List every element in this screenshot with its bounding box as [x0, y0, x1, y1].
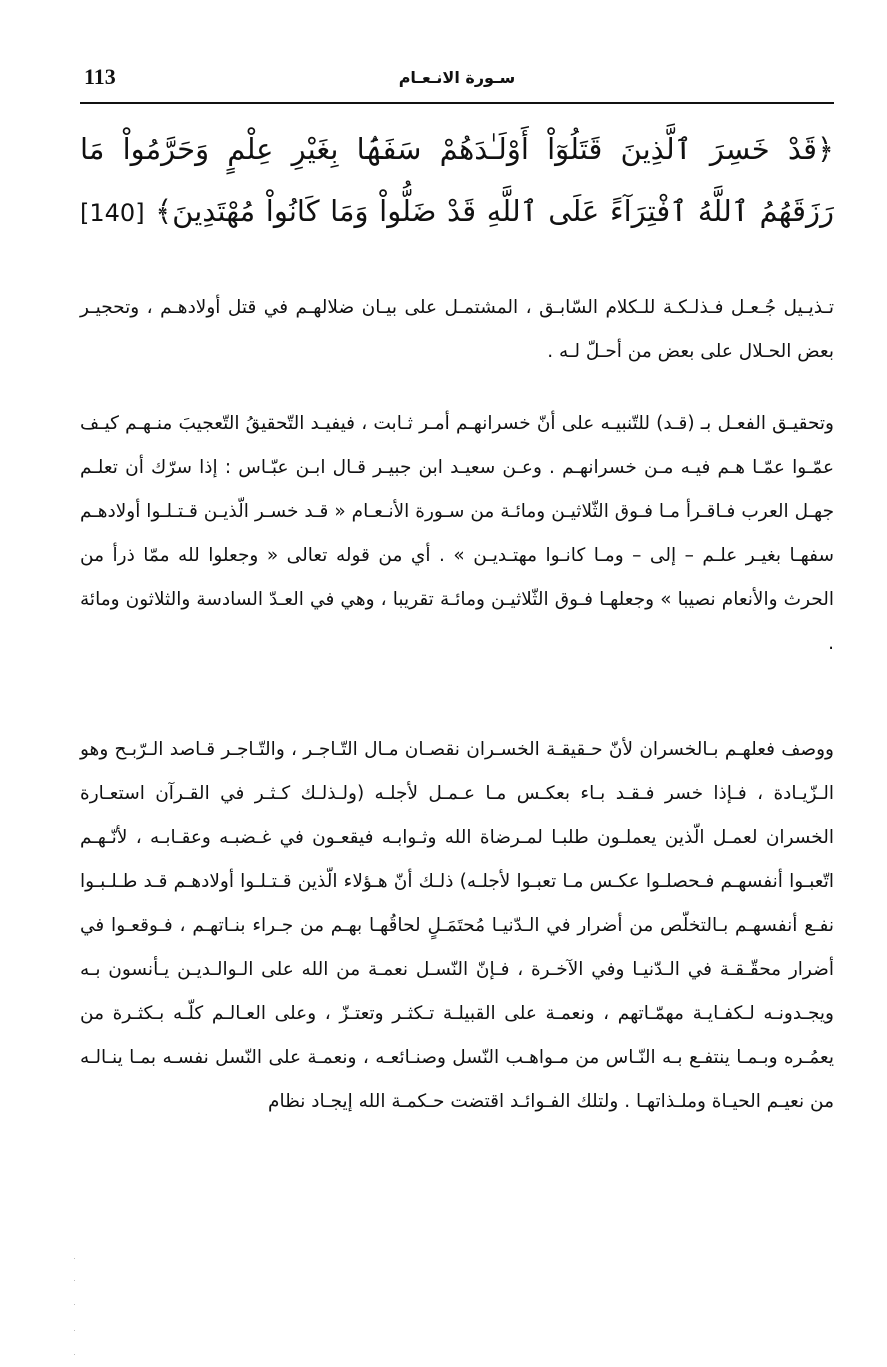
page-header [80, 58, 834, 104]
surah-title: سـورة الانـعـام [398, 68, 516, 87]
verse-text: ﴿قَدْ خَسِرَ ٱلَّذِينَ قَتَلُوٓاْ أَوْلَـٰدَهُمْ سَفَهَۢا بِغَيْرِ عِلْمٍ وَحَرَّمُواْ مَا رَزَقَهُمُ ٱللَّهُ ٱفْتِرَآءً عَلَى ٱللَّهِ قَدْ ضَلُّواْ وَمَا كَانُواْ مُهْتَدِينَ﴾ [80, 132, 834, 228]
commentary-paragraph: ووصف فعلهـم بـالخسران لأنّ حـقيقـة الخسـران نقصـان مـال التّـاجـر ، والتّـاجـر قـاصد الـرّبـح وهو الـزّيـادة ، فـإذا خسر فـقـد بـاء بعكـس مـا عـمـل لأجلـه (ولـذلـك كـثـر في القـرآن استعـارة الخسران لعمـل الّذين يعملـون طلبـا لمـرضاة الله وثـوابـه فيقعـون في غـضبـه وعقـابـه ، لأنّـهـم اتّعبـوا أنفسهـم فـحصلـوا عكـس مـا تعبـوا لأجلـه) ذلـك أنّ هـؤلاء الّذين قـتـلـوا أولادهـم قـد طـلـبـوا نفـع أنفسهـم بـالتخلّص من أضرار في الـدّنيـا مُحتَمَـلٍ لحاقُهـا بهـم من جـراء بنـاتهـم ، فـوقعـوا في أضرار محقّـقـة في الـدّنيـا وفي الآخـرة ، فـإنّ النّسـل نعمـة من الله على الـوالـديـن يـأنسون بـه ويجـدونـه لـكفـايـة مهمّـاتهم ، ونعمـة على القبيلـة تـكثـر وتعتـزّ ، وعلى العـالـم كلّـه بـكثـرة من يعمُـره وبـمـا ينتفـع بـه النّـاس من مـواهـب النّسل وصنـائعـه ، ونعمـة على النّسل نفسـه بمـا ينـالـه من نعيـم الحيـاة وملـذاتهـا . ولتلك الفـوائـد اقتضت حـكمـة الله إيجـاد نظام [80, 739, 834, 1112]
page-number: 113 [84, 64, 116, 89]
scan-specks [70, 1250, 82, 1360]
commentary-paragraph: تـذيـيل جُـعـل فـذلـكـة للـكلام السّابـق ، المشتمـل على بيـان ضلالهـم في قتل أولادهـم ، وتحجيـر بعض الحـلال على بعض من أحـلّ لـه . [80, 297, 834, 362]
verse-number: [140] [80, 199, 145, 227]
commentary-paragraph: وتحقيـق الفعـل بـ (قـد) للتّنبيـه على أنّ خسرانهـم أمـر ثـابت ، فيفيـد التّحقيقُ التّعجيبَ منـهـم كيـف عمّـوا عمّـا هـم فيـه مـن خسرانهـم . وعـن سعيـد ابن جبيـر قـال ابـن عبّـاس : إذا سرّك أن تعلـم جهـل العرب فـاقـرأ مـا فـوق الثّلاثيـن ومائـة من سـورة الأنـعـام « قـد خسـر الّذيـن قـتـلـوا أولادهـم سفهـا بغيـر علـم – إلى – ومـا كانـوا مهتـديـن » . أي من قوله تعالى « وجعلوا لله ممّا ذرأ من الحرث والأنعام نصيبا » وجعلهـا فـوق الثّلاثيـن ومائـة تقريبا ، وهي في العـدّ السادسة والثلاثون ومائة . [80, 413, 834, 654]
quran-verse [80, 118, 834, 244]
